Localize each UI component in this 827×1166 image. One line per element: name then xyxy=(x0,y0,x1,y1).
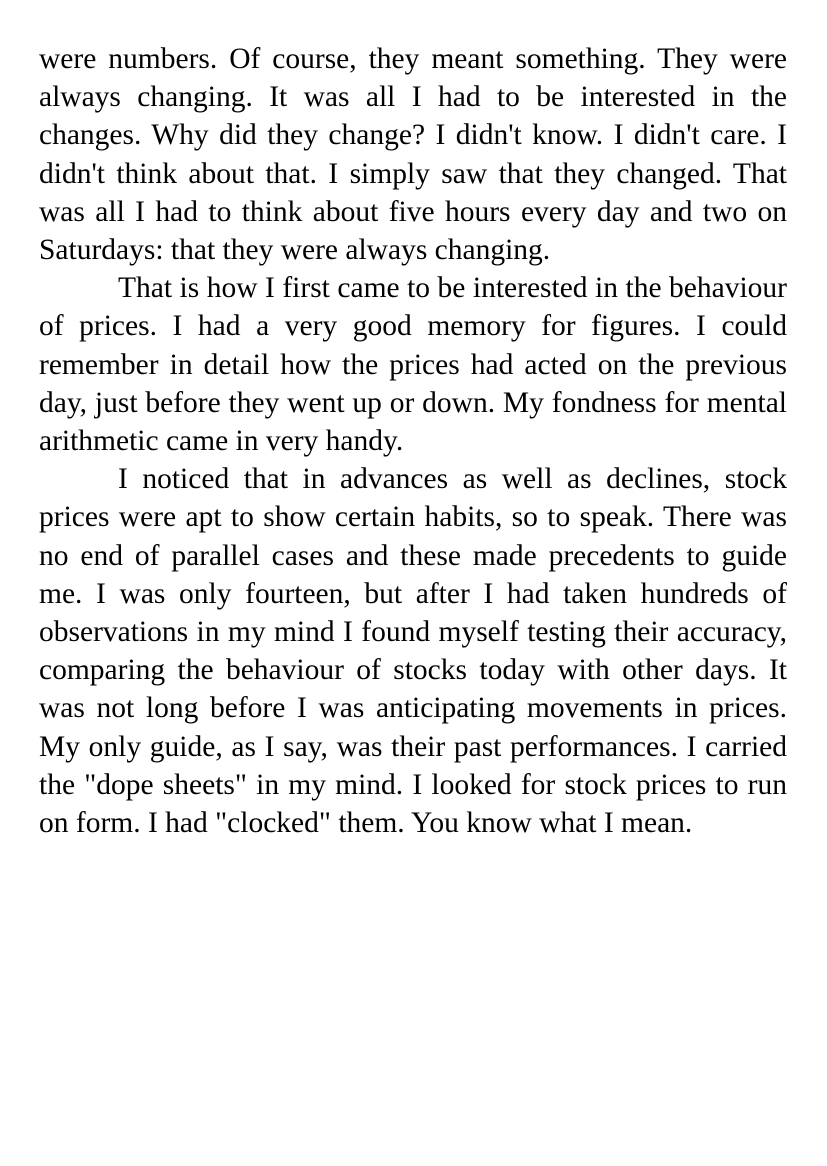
paragraph-continuation: were numbers. Of course, they meant something. They were always changing. It was all I had to be interested in the changes. Why did they change? I didn't know. I didn't care. I didn't think about that. I simply saw that they changed. That was all I had to think about five hours every day and two on Saturdays: that they were always changing. xyxy=(39,43,787,267)
page-body xyxy=(39,40,787,842)
paragraph-behaviour-of-prices: That is how I first came to be interested in the behaviour of prices. I had a very good memory for figures. I could remember in detail how the prices had acted on the previous day, just before they went up or down. My fondness for mental arithmetic came in very handy. xyxy=(39,272,787,458)
paragraph-stock-habits: I noticed that in advances as well as declines, stock prices were apt to show certain habits, so to speak. There was no end of parallel cases and these made precedents to guide me. I was only fourteen, but after I had taken hundreds of observations in my mind I found myself testing their accuracy, comparing the behaviour of stocks today with other days. It was not long before I was anticipating movements in prices. My only guide, as I say, was their past performances. I carried the "dope sheets" in my mind. I looked for stock prices to run on form. I had "clocked" them. You know what I mean. xyxy=(39,463,787,840)
